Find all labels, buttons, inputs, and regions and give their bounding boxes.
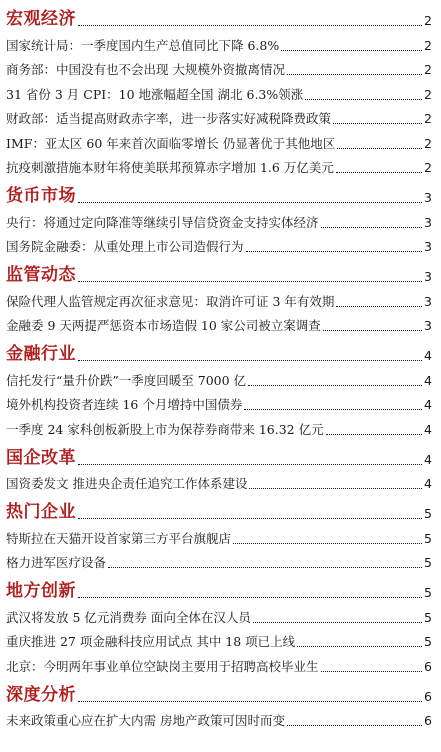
dot-leader — [253, 622, 422, 623]
entry-title: 境外机构投资者连续 16 个月增持中国债券 — [6, 397, 243, 412]
dot-leader — [244, 409, 422, 410]
dot-leader — [281, 50, 422, 51]
page-number: 2 — [424, 86, 432, 102]
page-number: 4 — [424, 397, 432, 412]
toc-entry[interactable] — [6, 128, 432, 153]
page-number: 4 — [424, 421, 432, 437]
entry-title: IMF：亚太区 60 年来首次面临零增长 仍显著优于其他地区 — [6, 135, 336, 151]
section-title: 货币市场 — [6, 186, 76, 206]
toc-entry[interactable] — [6, 651, 432, 676]
dot-leader — [287, 725, 422, 726]
page-number: 2 — [424, 13, 432, 28]
dot-leader — [233, 543, 422, 544]
page-number: 3 — [424, 318, 432, 333]
toc-section-heading[interactable] — [6, 181, 432, 207]
toc-entry[interactable] — [6, 602, 432, 627]
entry-title: 国资委发文 推进央企责任追究工作体系建设 — [6, 476, 248, 491]
dot-leader — [78, 597, 422, 598]
toc-entry[interactable] — [6, 311, 432, 336]
page-number: 6 — [424, 688, 432, 704]
toc-section-heading[interactable] — [6, 680, 432, 706]
dot-leader — [336, 306, 422, 307]
dot-leader — [323, 330, 422, 331]
entry-title: 国务院金融委：从重处理上市公司造假行为 — [6, 239, 244, 254]
dot-leader — [297, 646, 422, 647]
page-number: 5 — [424, 585, 432, 600]
page-number: 3 — [424, 293, 432, 309]
toc-entry[interactable] — [6, 627, 432, 652]
toc-section-heading[interactable] — [6, 576, 432, 602]
page-number: 3 — [424, 269, 432, 284]
page-number: 6 — [424, 713, 432, 728]
entry-title: 一季度 24 家科创板新股上市为保荐券商带来 16.32 亿元 — [6, 421, 324, 437]
page-number: 3 — [424, 239, 432, 254]
toc-section-heading[interactable] — [6, 339, 432, 365]
toc-entry[interactable] — [6, 79, 432, 104]
section-title: 宏观经济 — [6, 9, 76, 29]
page-number: 4 — [424, 372, 432, 388]
entry-title: 财政部：适当提高财政赤字率，进一步落实好减税降费政策 — [6, 111, 332, 126]
page-number: 5 — [424, 555, 432, 570]
entry-title: 重庆推进 27 项金融科技应用试点 其中 18 项已上线 — [6, 634, 296, 649]
entry-title: 金融委 9 天两提严惩资本市场造假 10 家公司被立案调查 — [6, 318, 321, 333]
toc-entry[interactable] — [6, 232, 432, 257]
section-title: 地方创新 — [6, 581, 76, 601]
toc-entry[interactable] — [6, 207, 432, 232]
toc-entry[interactable] — [6, 286, 432, 311]
entry-title: 31 省份 3 月 CPI：10 地涨幅超全国 湖北 6.3%领涨 — [6, 86, 304, 102]
entry-title: 北京：今明两年事业单位空缺岗主要用于招聘高校毕业生 — [6, 658, 319, 674]
section-title: 国企改革 — [6, 447, 76, 468]
page-number: 2 — [424, 62, 432, 77]
page-number: 4 — [424, 348, 432, 363]
dot-leader — [336, 172, 422, 173]
entry-title: 未来政策重心应在扩大内需 房地产政策可因时而变 — [6, 713, 285, 728]
page-number: 3 — [424, 214, 432, 230]
dot-leader — [78, 518, 422, 519]
page-number: 5 — [424, 530, 432, 546]
dot-leader — [287, 74, 422, 75]
dot-leader — [248, 385, 422, 386]
section-title: 监管动态 — [6, 265, 76, 285]
dot-leader — [326, 434, 422, 435]
toc-entry[interactable] — [6, 104, 432, 129]
toc-section-heading[interactable] — [6, 443, 432, 469]
toc-entry[interactable] — [6, 55, 432, 80]
page-number: 2 — [424, 135, 432, 151]
dot-leader — [321, 671, 423, 672]
dot-leader — [305, 99, 422, 100]
page-number: 2 — [424, 37, 432, 53]
toc-entry[interactable] — [6, 706, 432, 731]
toc-section-heading[interactable] — [6, 497, 432, 523]
page-number: 2 — [424, 160, 432, 175]
section-title: 热门企业 — [6, 502, 76, 522]
dot-leader — [108, 567, 422, 568]
page-number: 6 — [424, 658, 432, 674]
dot-leader — [337, 148, 422, 149]
dot-leader — [78, 464, 422, 465]
toc-entry[interactable] — [6, 365, 432, 390]
dot-leader — [246, 251, 423, 252]
toc-entry[interactable] — [6, 414, 432, 439]
toc-section-heading[interactable] — [6, 4, 432, 30]
page-number: 5 — [424, 506, 432, 521]
page-number: 5 — [424, 634, 432, 649]
section-title: 金融行业 — [6, 344, 76, 364]
dot-leader — [78, 202, 422, 203]
toc-entry[interactable] — [6, 469, 432, 494]
entry-title: 特斯拉在天猫开设首家第三方平台旗舰店 — [6, 530, 232, 546]
toc-entry[interactable] — [6, 30, 432, 55]
page-number: 4 — [424, 476, 432, 491]
page-number: 4 — [424, 451, 432, 467]
dot-leader — [333, 123, 422, 124]
toc-entry[interactable] — [6, 153, 432, 178]
dot-leader — [78, 25, 422, 26]
entry-title: 国家统计局：一季度国内生产总值同比下降 6.8% — [6, 37, 280, 53]
entry-title: 武汉将发放 5 亿元消费券 面向全体在汉人员 — [6, 609, 251, 625]
section-title: 深度分析 — [6, 684, 76, 705]
dot-leader — [78, 360, 422, 361]
page-number: 2 — [424, 111, 432, 126]
toc-entry[interactable] — [6, 548, 432, 573]
entry-title: 央行：将通过定向降准等继续引导信贷资金支持实体经济 — [6, 214, 319, 230]
table-of-contents — [0, 4, 441, 752]
page-number: 3 — [424, 190, 432, 205]
dot-leader — [321, 227, 423, 228]
entry-title: 抗疫刺激措施本财年将使美联邦预算赤字增加 1.6 万亿美元 — [6, 160, 334, 175]
dot-leader — [78, 701, 422, 702]
dot-leader — [78, 281, 422, 282]
toc-entry[interactable] — [6, 390, 432, 415]
entry-title: 格力进军医疗设备 — [6, 555, 107, 570]
entry-title: 商务部：中国没有也不会出现 大规模外资撤离情况 — [6, 62, 285, 77]
entry-title: 保险代理人监管规定再次征求意见：取消许可证 3 年有效期 — [6, 293, 335, 309]
page-number: 5 — [424, 609, 432, 625]
toc-section-heading[interactable] — [6, 260, 432, 286]
dot-leader — [249, 488, 422, 489]
entry-title: 信托发行“量升价跌”一季度回暖至 7000 亿 — [6, 372, 247, 388]
toc-entry[interactable] — [6, 523, 432, 548]
